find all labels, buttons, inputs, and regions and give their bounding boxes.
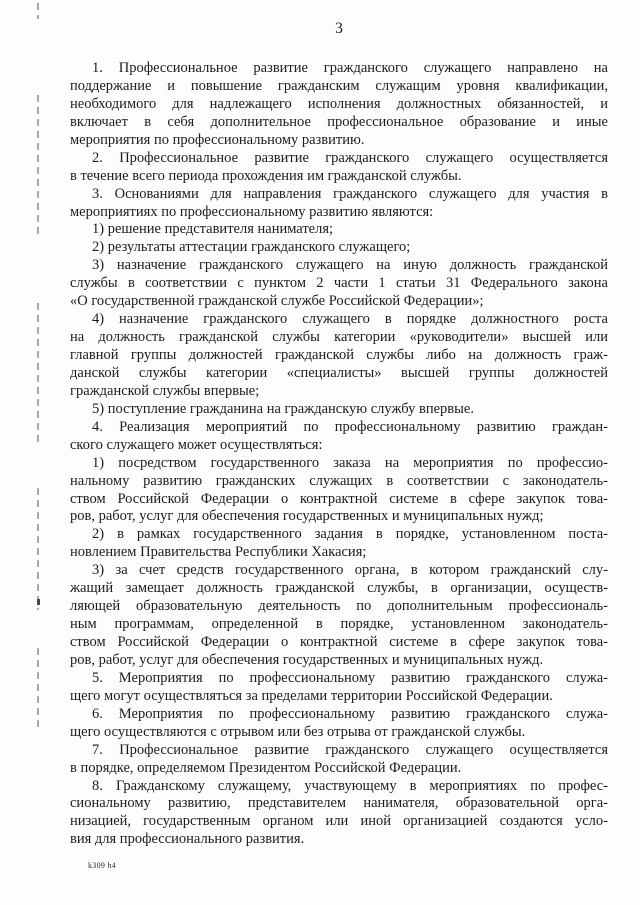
text-line: ным программам, определенной в порядке, установленном законодатель- bbox=[70, 616, 608, 633]
paragraph bbox=[70, 562, 608, 670]
text-line: 2) в рамках государственного задания в порядке, установленном поста- bbox=[92, 526, 608, 543]
text-line: 8. Гражданскому служащему, участвующему в мероприятиях по профес- bbox=[92, 777, 608, 794]
paragraph bbox=[70, 526, 608, 562]
paragraph bbox=[70, 455, 608, 527]
text-line: 2) результаты аттестации гражданского служащего; bbox=[92, 239, 411, 256]
text-line: ского служащего может осуществляться: bbox=[70, 436, 323, 453]
text-line: ством Российской Федерации о контрактной системе в сфере закупок това- bbox=[70, 490, 608, 507]
scan-artifact-dot bbox=[37, 599, 40, 605]
text-line: на должность гражданской службы категории «руководители» высшей или bbox=[70, 329, 608, 346]
paragraph bbox=[70, 778, 608, 850]
text-line: мероприятия по профессиональному развитию. bbox=[70, 131, 365, 148]
footer-code: k309 h4 bbox=[88, 861, 117, 870]
paragraph bbox=[70, 670, 608, 706]
text-line: щего могут осуществляться за пределами территории Российской Федерации. bbox=[70, 687, 553, 704]
text-line: 3) за счет средств государственного органа, в котором гражданский слу- bbox=[92, 562, 608, 579]
paragraph bbox=[70, 239, 608, 257]
paragraph bbox=[70, 401, 608, 419]
text-line: главной группы должностей гражданской службы либо на должность граж- bbox=[70, 347, 608, 363]
scan-artifact-line bbox=[37, 488, 39, 610]
text-line: низацией, государственным органом или иной организацией создаются усло- bbox=[70, 813, 608, 830]
text-line: нальному развитию гражданских служащих в соответствии с законодатель- bbox=[70, 472, 608, 489]
paragraph bbox=[70, 419, 608, 455]
text-line: необходимого для надлежащего исполнения должностных обязанностей, и bbox=[70, 95, 608, 112]
text-line: 4) назначение гражданского служащего в порядке должностного роста bbox=[92, 311, 608, 328]
text-line: 6. Мероприятия по профессиональному развитию гражданского служа- bbox=[92, 705, 608, 722]
text-line: 3) назначение гражданского служащего на иную должность гражданской bbox=[92, 257, 608, 274]
scan-artifact-line bbox=[37, 3, 39, 19]
page-number: 3 bbox=[335, 20, 343, 37]
text-line: 5) поступление гражданина на гражданскую службу впервые. bbox=[92, 400, 474, 417]
paragraph bbox=[70, 706, 608, 742]
paragraph bbox=[70, 186, 608, 222]
paragraph bbox=[70, 60, 608, 150]
text-line: 1. Профессиональное развитие гражданского служащего направлено на bbox=[92, 60, 608, 76]
paragraph bbox=[70, 311, 608, 401]
text-line: поддержание и повышение гражданским служащим уровня квалификации, bbox=[70, 77, 608, 94]
scan-artifact-line bbox=[37, 95, 39, 235]
text-line: гражданской службы впервые; bbox=[70, 382, 260, 399]
text-line: данской службы категории «специалисты» высшей группы должностей bbox=[70, 364, 608, 381]
paragraph bbox=[70, 257, 608, 311]
text-line: 4. Реализация мероприятий по профессиональному развитию граждан- bbox=[92, 418, 608, 435]
paragraph bbox=[70, 221, 608, 239]
text-line: жащий замещает должность гражданской службы, в организации, осуществ- bbox=[70, 580, 608, 597]
text-line: новлением Правительства Республики Хакасия; bbox=[70, 544, 367, 561]
document-body bbox=[70, 60, 608, 849]
scan-artifact-line bbox=[37, 303, 39, 443]
paragraph bbox=[70, 742, 608, 778]
text-line: щего осуществляются с отрывом или без отрыва от гражданской службы. bbox=[70, 723, 526, 740]
text-line: в течение всего периода прохождения им гражданской службы. bbox=[70, 167, 462, 184]
text-line: 7. Профессиональное развитие гражданского служащего осуществляется bbox=[92, 741, 608, 758]
text-line: 3. Основаниями для направления гражданского служащего для участия в bbox=[92, 185, 608, 202]
text-line: 1) посредством государственного заказа на мероприятия по профессио- bbox=[92, 454, 608, 471]
text-line: в порядке, определяемом Президентом Российской Федерации. bbox=[70, 759, 462, 776]
text-line: 1) решение представителя нанимателя; bbox=[92, 221, 334, 238]
text-line: «О государственной гражданской службе Российской Федерации»; bbox=[70, 293, 484, 310]
scan-artifact-line bbox=[37, 648, 39, 730]
text-line: ляющей образовательную деятельность по дополнительным профессиональ- bbox=[70, 598, 608, 615]
text-line: мероприятиях по профессиональному развитию являются: bbox=[70, 203, 434, 220]
text-line: ством Российской Федерации о контрактной системе в сфере закупок това- bbox=[70, 634, 608, 650]
text-line: ров, работ, услуг для обеспечения государственных и муниципальных нужд; bbox=[70, 508, 544, 525]
text-line: включает в себя дополнительное профессиональное образование и иные bbox=[70, 113, 608, 130]
text-line: 5. Мероприятия по профессиональному развитию гражданского служа- bbox=[92, 669, 608, 686]
text-line: вия для профессионального развития. bbox=[70, 831, 305, 848]
text-line: 2. Профессиональное развитие гражданского служащего осуществляется bbox=[92, 149, 608, 166]
text-line: сиональному развитию, представителем нанимателя, образовательной орга- bbox=[70, 795, 608, 812]
text-line: службы в соответствии с пунктом 2 части 1 статьи 31 Федерального закона bbox=[70, 275, 608, 292]
paragraph bbox=[70, 150, 608, 186]
text-line: ров, работ, услуг для обеспечения государственных и муниципальных нужд. bbox=[70, 651, 544, 668]
